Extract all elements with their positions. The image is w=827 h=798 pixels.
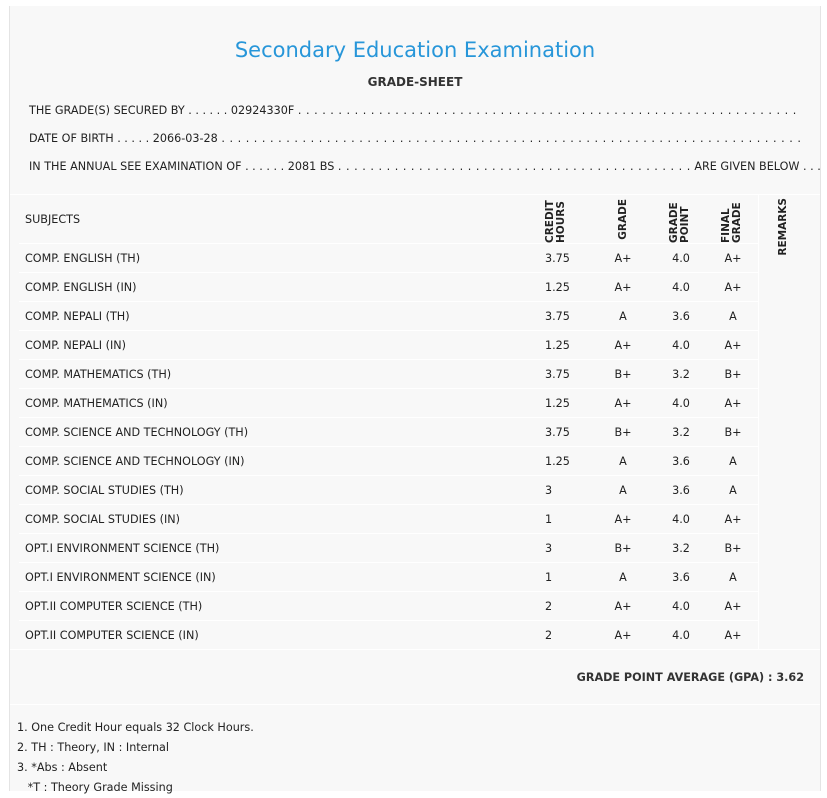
credit-hours-cell: 3 bbox=[545, 541, 553, 555]
date-of-birth: 2066-03-28 bbox=[152, 132, 218, 145]
divider bbox=[10, 704, 820, 705]
secured-by-line bbox=[29, 104, 797, 117]
credit-hours-cell: 1 bbox=[545, 570, 553, 584]
grade-cell: A+ bbox=[614, 280, 632, 294]
grade-cell: B+ bbox=[614, 367, 632, 381]
grade-cell: A bbox=[619, 483, 627, 497]
credit-hours-header: CREDIT HOURS bbox=[544, 200, 567, 243]
grade-point-cell: 3.2 bbox=[672, 367, 690, 381]
table-row bbox=[19, 331, 759, 360]
subject-cell: OPT.I ENVIRONMENT SCIENCE (IN) bbox=[25, 570, 216, 584]
grade-point-cell: 4.0 bbox=[672, 512, 690, 526]
footnote: *T : Theory Grade Missing bbox=[17, 781, 173, 794]
table-row bbox=[19, 273, 759, 302]
subject-cell: COMP. NEPALI (IN) bbox=[25, 338, 126, 352]
table-header-row bbox=[19, 195, 759, 244]
final-grade-cell: A+ bbox=[724, 628, 742, 642]
grade-point-header: GRADE POINT bbox=[668, 202, 691, 243]
grade-point-cell: 4.0 bbox=[672, 599, 690, 613]
grade-point-cell: 3.6 bbox=[672, 570, 690, 584]
exam-line bbox=[29, 160, 821, 173]
remarks-column bbox=[758, 195, 819, 649]
exam-label: IN THE ANNUAL SEE EXAMINATION OF . . . . . . bbox=[29, 160, 285, 173]
final-grade-cell: B+ bbox=[724, 425, 742, 439]
subject-cell: COMP. ENGLISH (TH) bbox=[25, 251, 141, 265]
grade-cell: A bbox=[619, 570, 627, 584]
final-grade-cell: A bbox=[729, 570, 737, 584]
grade-point-cell: 3.2 bbox=[672, 425, 690, 439]
final-grade-header: FINAL GRADE bbox=[720, 202, 743, 243]
subject-cell: OPT.II COMPUTER SCIENCE (IN) bbox=[25, 628, 199, 642]
table-row bbox=[19, 534, 759, 563]
subject-cell: OPT.I ENVIRONMENT SCIENCE (TH) bbox=[25, 541, 220, 555]
grade-point-cell: 4.0 bbox=[672, 396, 690, 410]
final-grade-cell: A+ bbox=[724, 599, 742, 613]
subjects-header: SUBJECTS bbox=[25, 212, 81, 226]
footnote: 2. TH : Theory, IN : Internal bbox=[17, 741, 170, 754]
credit-hours-cell: 3.75 bbox=[545, 367, 570, 381]
final-grade-cell: A+ bbox=[724, 251, 742, 265]
credit-hours-cell: 1 bbox=[545, 512, 553, 526]
gpa-summary: GRADE POINT AVERAGE (GPA) : 3.62 bbox=[576, 671, 804, 684]
grade-cell: A+ bbox=[614, 512, 632, 526]
credit-hours-cell: 1.25 bbox=[545, 338, 570, 352]
credit-hours-cell: 2 bbox=[545, 599, 553, 613]
grade-point-cell: 4.0 bbox=[672, 628, 690, 642]
subject-cell: COMP. NEPALI (TH) bbox=[25, 309, 130, 323]
dot-leader: . . . . . . . . . . . . . . . . . . . . . . . . . . . . . . . . . . . . . . . . . . . . bbox=[337, 160, 691, 173]
table-row bbox=[19, 360, 759, 389]
footnote: 1. One Credit Hour equals 32 Clock Hours. bbox=[17, 721, 254, 734]
grade-point-cell: 4.0 bbox=[672, 338, 690, 352]
grade-sheet bbox=[9, 6, 821, 794]
final-grade-cell: B+ bbox=[724, 541, 742, 555]
subject-cell: COMP. ENGLISH (IN) bbox=[25, 280, 137, 294]
credit-hours-cell: 1.25 bbox=[545, 396, 570, 410]
final-grade-cell: A+ bbox=[724, 396, 742, 410]
grade-cell: A+ bbox=[614, 599, 632, 613]
credit-hours-cell: 3 bbox=[545, 483, 553, 497]
subject-cell: COMP. SCIENCE AND TECHNOLOGY (TH) bbox=[25, 425, 249, 439]
grade-cell: A+ bbox=[614, 251, 632, 265]
grade-cell: A+ bbox=[614, 338, 632, 352]
page-title: Secondary Education Examination bbox=[234, 38, 596, 62]
grade-point-cell: 3.6 bbox=[672, 483, 690, 497]
grade-cell: A+ bbox=[614, 396, 632, 410]
grade-point-cell: 3.6 bbox=[672, 309, 690, 323]
grade-cell: A bbox=[619, 454, 627, 468]
subject-cell: COMP. MATHEMATICS (TH) bbox=[25, 367, 172, 381]
subject-cell: COMP. SOCIAL STUDIES (IN) bbox=[25, 512, 181, 526]
subject-cell: OPT.II COMPUTER SCIENCE (TH) bbox=[25, 599, 203, 613]
table-row bbox=[19, 476, 759, 505]
grade-point-cell: 3.6 bbox=[672, 454, 690, 468]
secured-by-label: THE GRADE(S) SECURED BY . . . . . . bbox=[29, 104, 228, 117]
footnote: 3. *Abs : Absent bbox=[17, 761, 108, 774]
grade-cell: A bbox=[619, 309, 627, 323]
dob-label: DATE OF BIRTH . . . . . bbox=[29, 132, 150, 145]
remarks-header: REMARKS bbox=[777, 198, 789, 256]
dot-leader: . . . . . . . . . . . . . . . . . . . . . . . . . . . . . . . . . . . . . . . . . . . . . . . . . . . . . . . . . . . . . . bbox=[297, 104, 797, 117]
subject-cell: COMP. MATHEMATICS (IN) bbox=[25, 396, 168, 410]
final-grade-cell: A bbox=[729, 454, 737, 468]
grade-cell: B+ bbox=[614, 541, 632, 555]
credit-hours-cell: 1.25 bbox=[545, 280, 570, 294]
symbol-number: 02924330F bbox=[230, 104, 295, 117]
final-grade-cell: B+ bbox=[724, 367, 742, 381]
final-grade-cell: A bbox=[729, 483, 737, 497]
table-row bbox=[19, 302, 759, 331]
table-row bbox=[19, 563, 759, 592]
footnotes bbox=[17, 718, 254, 798]
credit-hours-cell: 3.75 bbox=[545, 425, 570, 439]
grades-table bbox=[19, 195, 759, 650]
divider bbox=[10, 649, 820, 650]
grade-point-cell: 4.0 bbox=[672, 251, 690, 265]
final-grade-cell: A+ bbox=[724, 512, 742, 526]
table-row bbox=[19, 447, 759, 476]
table-body bbox=[19, 244, 759, 650]
dob-line bbox=[29, 132, 801, 145]
final-grade-cell: A bbox=[729, 309, 737, 323]
exam-suffix: ARE GIVEN BELOW . . . bbox=[694, 160, 821, 173]
final-grade-cell: A+ bbox=[724, 280, 742, 294]
grade-header: GRADE bbox=[616, 198, 629, 240]
final-grade-cell: A+ bbox=[724, 338, 742, 352]
credit-hours-cell: 3.75 bbox=[545, 251, 570, 265]
table-row bbox=[19, 244, 759, 273]
table-row bbox=[19, 389, 759, 418]
credit-hours-cell: 3.75 bbox=[545, 309, 570, 323]
table-row bbox=[19, 418, 759, 447]
table-row bbox=[19, 505, 759, 534]
subject-cell: COMP. SOCIAL STUDIES (TH) bbox=[25, 483, 184, 497]
table-row bbox=[19, 592, 759, 621]
dot-leader: . . . . . . . . . . . . . . . . . . . . . . . . . . . . . . . . . . . . . . . . . . . . . . . . . . . . . . . . . . . . . . . . . . . . . . . . bbox=[221, 132, 802, 145]
grade-point-cell: 3.2 bbox=[672, 541, 690, 555]
grade-cell: A+ bbox=[614, 628, 632, 642]
grade-cell: B+ bbox=[614, 425, 632, 439]
credit-hours-cell: 1.25 bbox=[545, 454, 570, 468]
grade-sheet-heading: GRADE-SHEET bbox=[367, 75, 463, 89]
table-row bbox=[19, 621, 759, 650]
exam-year: 2081 BS bbox=[287, 160, 335, 173]
grade-point-cell: 4.0 bbox=[672, 280, 690, 294]
subject-cell: COMP. SCIENCE AND TECHNOLOGY (IN) bbox=[25, 454, 245, 468]
credit-hours-cell: 2 bbox=[545, 628, 553, 642]
